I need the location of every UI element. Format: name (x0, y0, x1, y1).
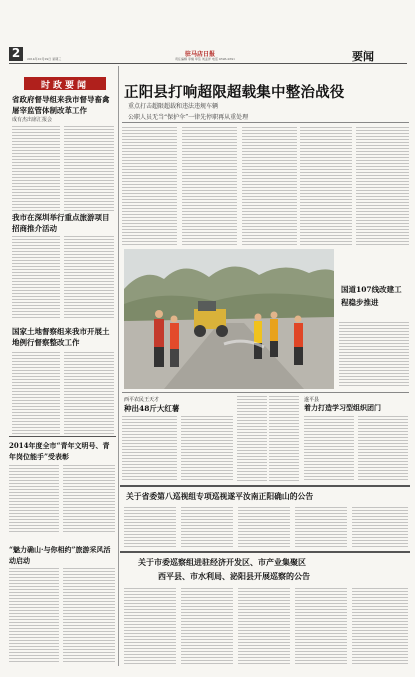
lead-headline: 正阳县打响超限超载集中整治战役 (124, 84, 345, 101)
notice-1-body-2 (181, 507, 233, 547)
mid-article-1-body-2 (181, 416, 233, 482)
notice-2-body-2 (181, 588, 233, 664)
photo-caption-title: 国道107线改建工程稳步推进 (341, 285, 402, 307)
mid-article-2-kicker: 遂平县 (304, 397, 320, 403)
lead-body-col-3 (242, 127, 297, 245)
mid-article-1-kicker: 西平农民王天才 (124, 397, 160, 403)
mid-article-2-body (304, 416, 354, 482)
left-article-1-title: 省政府督导组来我市督导畜禽屠宰监管体制改革工作 (12, 95, 110, 115)
lead-sub-2: 公职人员无当“保护伞”一律先停职再从重处理 (128, 114, 249, 121)
notice-1-body-4 (295, 507, 347, 547)
notice-1-body-1 (124, 507, 176, 547)
mid-article-2-title: 着力打造学习型组织团门 (304, 403, 381, 412)
notice-1-body-3 (238, 507, 290, 547)
left-banner-text: 时政要闻 (40, 81, 89, 91)
notice-2-top-rule (120, 551, 410, 553)
notice-1-body-5 (352, 507, 408, 547)
notice-2-title-line-2: 西平县、市水利局、泌阳县开展巡察的公告 (158, 571, 310, 581)
news-photo (124, 249, 334, 389)
left-article-2-title: 我市在深圳举行重点旅游项目招商推介活动 (12, 213, 110, 233)
left-article-3-body-2 (64, 352, 114, 434)
section-title: 要闻 (352, 50, 374, 63)
photo-caption-body (339, 322, 409, 388)
notice-2-body-5 (352, 588, 408, 664)
notice-1-title: 关于省委第八巡视组专项巡视遂平汝南正阳确山的公告 (126, 492, 314, 501)
notice-2-body-1 (124, 588, 176, 664)
left-article-3-title: 国家土地督察组来我市开展土地例行督察整改工作 (12, 327, 110, 347)
left-article-5-body (9, 568, 59, 664)
mid-article-1-title: 种出48斤大红薯 (124, 404, 180, 413)
left-column-rule (118, 66, 119, 666)
left-article-4-body (9, 465, 59, 533)
masthead-rule (9, 63, 407, 64)
lead-body-col-1 (122, 127, 177, 245)
left-article-2-body (12, 236, 60, 318)
lead-body-col-5 (356, 127, 409, 245)
left-article-3-body (12, 352, 60, 434)
notice-2-body-4 (295, 588, 347, 664)
mid-article-2-body-2 (358, 416, 408, 482)
road-construction-photo (124, 249, 334, 389)
date-line: 2014年10月29日 星期三 (27, 57, 62, 61)
notice-2-body-3 (238, 588, 290, 664)
left-article-4-title: 2014年度全市“青年文明号、青年岗位能手”受表彰 (9, 441, 110, 461)
lead-sub-1: 重点打击超限超载和违法违规车辆 (128, 103, 219, 110)
notice-1-top-rule (120, 485, 410, 487)
page-number: 2 (11, 46, 21, 60)
lead-rule (122, 122, 409, 123)
notice-2-title-line-1: 关于市委巡察组进驻经济开发区、市产业集聚区 (138, 557, 306, 567)
left-article-1-sub: 成有杰出席汇报会 (12, 117, 53, 123)
lead-body-col-4 (300, 127, 352, 245)
left-article-2-body-2 (64, 236, 114, 318)
mid-article-1-body-3 (237, 396, 267, 482)
mid-article-1-body-4 (269, 396, 299, 482)
photo-rule (122, 392, 409, 393)
paper-name: 驻马店日报 (185, 51, 216, 58)
left-article-5-body-2 (63, 568, 115, 664)
left-article-5-title: “魅力确山·与你相约”旅游采风活动启动 (9, 545, 111, 565)
lead-body-col-2 (182, 127, 237, 245)
left-article-1-body (12, 126, 60, 212)
left-rule (9, 436, 116, 437)
left-article-1-body-2 (64, 126, 114, 212)
left-article-4-body-2 (63, 465, 115, 533)
mid-article-1-body (122, 416, 177, 482)
editor-line: 责任编辑 李楠 审签 刘孟洋 电话 0396-2691 (175, 57, 236, 61)
